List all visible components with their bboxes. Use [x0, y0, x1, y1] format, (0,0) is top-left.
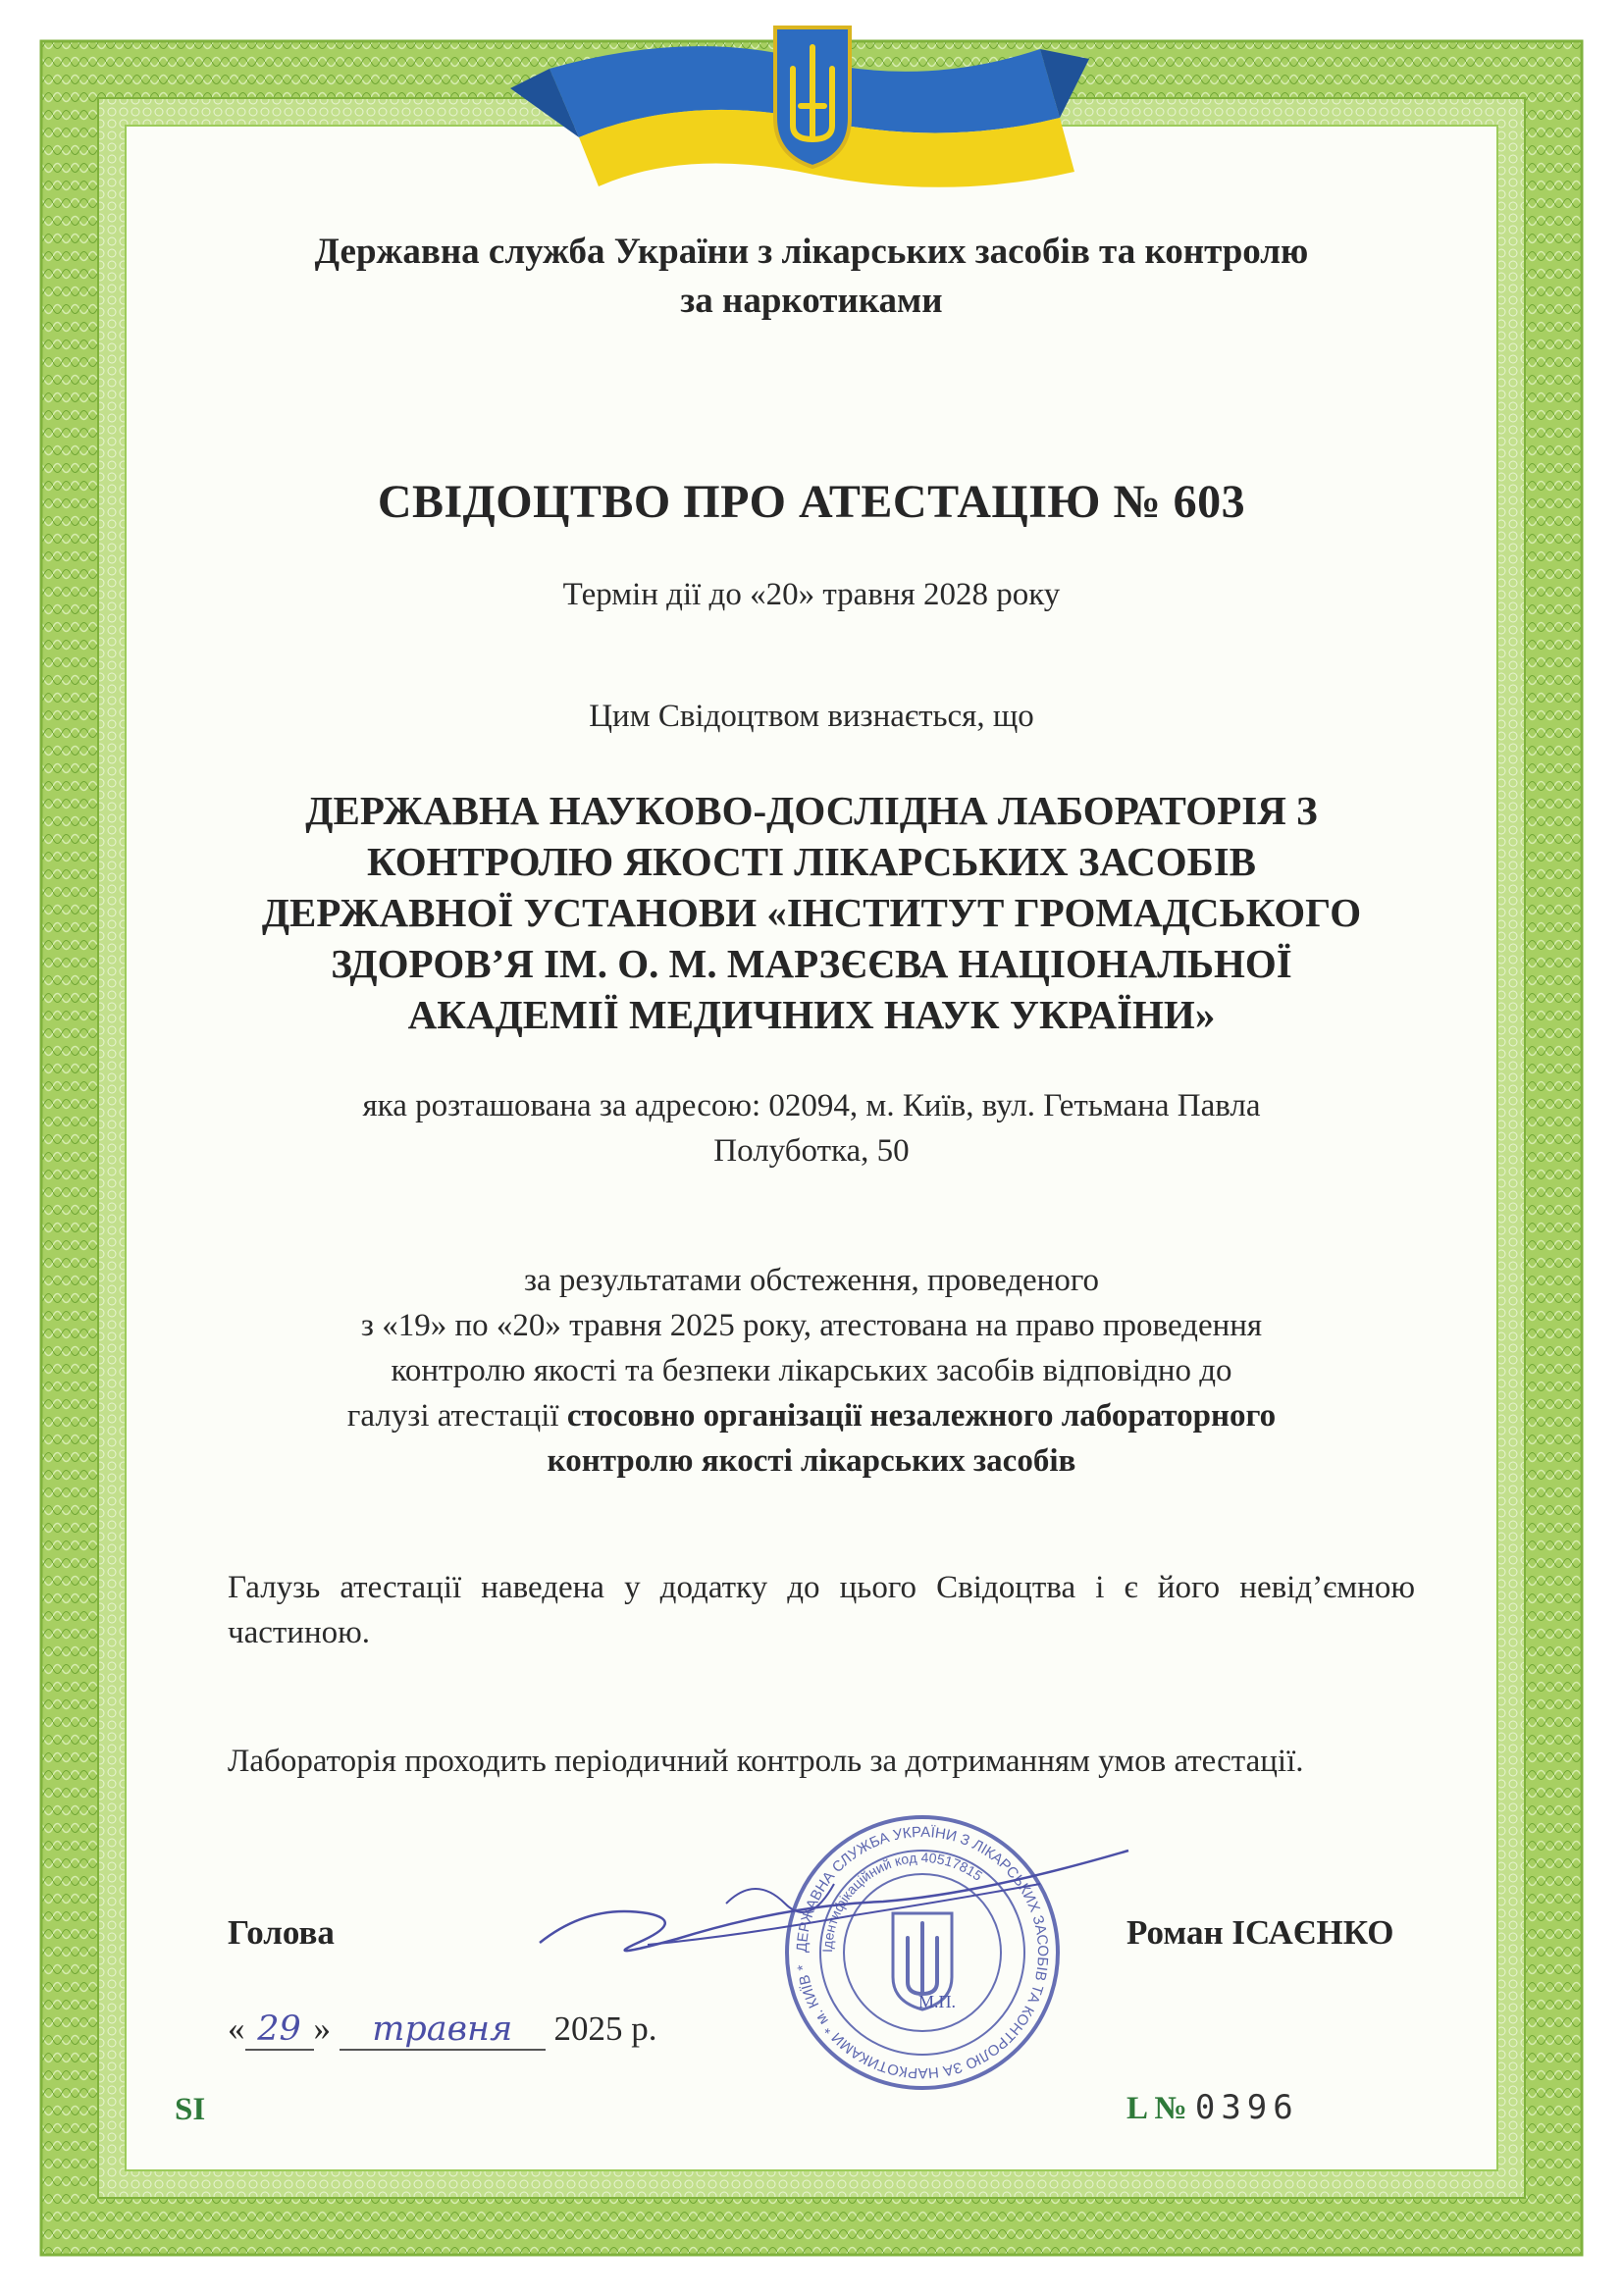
coat-of-arms-icon: [775, 27, 850, 167]
date-close-quote: »: [313, 2009, 331, 2048]
organization-line: ЗДОРОВ’Я ІМ. О. М. МАРЗЄЄВА НАЦІОНАЛЬНОЇ: [331, 941, 1292, 986]
results-line: [0, 1393, 1623, 1438]
organization-address: [0, 1083, 1623, 1174]
signatory-name: Роман ІСАЄНКО: [1126, 1913, 1394, 1952]
results-line: за результатами обстеження, проведеного: [523, 1263, 1100, 1298]
address-line: Полуботка, 50: [713, 1133, 910, 1169]
signature-date: [228, 2009, 657, 2051]
scope-paragraph: Галузь атестації наведена у додатку до цього Свідоцтва і є його невід’ємною частиною.: [228, 1570, 1415, 1650]
date-open-quote: «: [228, 2009, 245, 2048]
organization-line: ДЕРЖАВНА НАУКОВО-ДОСЛІДНА ЛАБОРАТОРІЯ З: [305, 788, 1318, 833]
date-month: травня: [340, 2009, 546, 2051]
results-line: з «19» по «20» травня 2025 року, атестована на право проведення: [360, 1308, 1263, 1343]
organization-line: ДЕРЖАВНОЇ УСТАНОВИ «ІНСТИТУТ ГРОМАДСЬКОГО: [261, 890, 1362, 935]
signature-icon: [530, 1845, 1138, 1972]
results-plain: галузі атестації: [346, 1398, 567, 1434]
results-scope-bold: контролю якості лікарських засобів: [547, 1443, 1076, 1479]
serial-prefix: L №: [1126, 2091, 1187, 2126]
serial-number: [1126, 2088, 1299, 2127]
form-code-left: SI: [175, 2092, 206, 2127]
validity-period: Термін дії до «20» травня 2028 року: [562, 577, 1061, 612]
date-day: 29: [245, 2009, 314, 2051]
issuer-line: за наркотиками: [680, 281, 943, 321]
organization-line: АКАДЕМІЇ МЕДИЧНИХ НАУК УКРАЇНИ»: [407, 992, 1216, 1037]
stamp-inner-text: Ідентифікаційний код 40517815: [818, 1849, 986, 1954]
signatory-position: Голова: [228, 1913, 335, 1952]
stamp-outer-text: ДЕРЖАВНА СЛУЖБА УКРАЇНИ З ЛІКАРСЬКИХ ЗАСОБІВ ТА КОНТРОЛЮ ЗА НАРКОТИКАМИ * м. КИЇВ *: [793, 1823, 1052, 2082]
attestation-results: [0, 1258, 1623, 1484]
control-paragraph: Лабораторія проходить періодичний контроль за дотриманням умов атестації.: [228, 1744, 1304, 1779]
organization-line: КОНТРОЛЮ ЯКОСТІ ЛІКАРСЬКИХ ЗАСОБІВ: [366, 839, 1257, 884]
issuer-name: [0, 228, 1623, 326]
intro-text: Цим Свідоцтвом визнається, що: [589, 699, 1034, 734]
organization-name: [0, 785, 1623, 1040]
results-line: [0, 1438, 1623, 1484]
address-line: яка розташована за адресою: 02094, м. Київ, вул. Гетьмана Павла: [362, 1088, 1261, 1123]
issuer-line: Державна служба України з лікарських засобів та контролю: [314, 232, 1309, 272]
results-line: контролю якості та безпеки лікарських засобів відповідно до: [391, 1353, 1232, 1388]
results-scope-bold: стосовно організації незалежного лабораторного: [566, 1398, 1277, 1434]
certificate-title: СВІДОЦТВО ПРО АТЕСТАЦІЮ № 603: [377, 476, 1246, 528]
serial-value: 0396: [1194, 2088, 1299, 2127]
stamp-mp-label: М.П.: [918, 1992, 957, 2011]
date-year: 2025 р.: [553, 2009, 657, 2048]
